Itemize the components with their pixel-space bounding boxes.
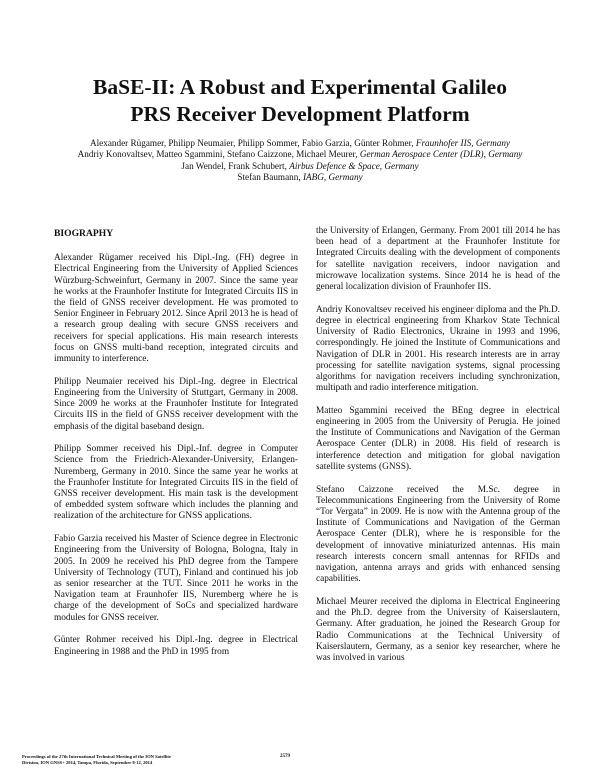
- paper-title: [40, 74, 560, 128]
- author-affiliation: German Aerospace Center (DLR), Germany: [359, 149, 523, 160]
- title-line-2: PRS Receiver Development Platform: [130, 102, 470, 126]
- bio-paragraph: Michael Meurer received the diploma in Electrical Engineering and the Ph.D. degree from the University of Kaiserslautern, Germany. After graduation, he joined the Research Group for Radio Communications at the Technical University of Kaiserslautern, Germany, as a senior key researcher, where he was involved in various: [316, 596, 560, 663]
- bio-paragraph: Alexander Rügamer received his Dipl.-Ing. (FH) degree in Electrical Engineering from the University of Applied Sciences Würzburg-Schweinfurt, Germany in 2007. Since the same year he works at the Fraunhofer Institute for Integrated Circuits IIS in the field of GNSS receiver development. He was promoted to Senior Engineer in February 2012. Since April 2013 he is head of a research group dealing with secure GNSS receivers and receivers for special applications. His main research interests focus on GNSS multi-band reception, integrated circuits and immunity to interference.: [54, 253, 298, 365]
- footer-citation: [22, 754, 322, 766]
- page-number: 2579: [280, 754, 290, 759]
- author-line: [40, 149, 560, 160]
- bio-paragraph: Andriy Konovaltsev received his engineer diploma and the Ph.D. degree in electrical engineering from Kharkov State Technical University of Radio Electronics, Ukraine in 1993 and 1996, correspondingly. He joined the Institute of Communications and Navigation of DLR in 2001. His research interests are in array processing for satellite navigation systems, signal processing algorithms for navigation receivers including synchronization, multipath and radio interference mitigation.: [316, 304, 560, 394]
- author-line: [40, 138, 560, 149]
- bio-paragraph: Stefano Caizzone received the M.Sc. degree in Telecommunications Engineering from the University of Rome “Tor Vergata” in 2009. He is now with the Antenna group of the Institute of Communications and Navigation of the German Aerospace Center (DLR), where he is responsible for the development of innovative miniaturized antennas. His main research interests concern small antennas for RFIDs and navigation, antenna arrays and grids with enhanced sensing capabilities.: [316, 484, 560, 585]
- bio-paragraph: Philipp Sommer received his Dipl.-Inf. degree in Computer Science from the Friedrich-Alexander-University, Erlangen-Nuremberg, Germany in 2010. Since the same year he works at the Fraunhofer Institute for Integrated Circuits IIS in the field of GNSS receiver development. His main task is the development of embedded system software which includes the planning and realization of the architecture for GNSS applications.: [54, 444, 298, 522]
- bio-paragraph: Günter Rohmer received his Dipl.-Ing. degree in Electrical Engineering in 1988 and the PhD in 1995 from: [54, 635, 298, 657]
- left-column: [54, 228, 298, 669]
- bio-paragraph: Philipp Neumaier received his Dipl.-Ing. degree in Electrical Engineering from the University of Stuttgart, Germany in 2008. Since 2009 he works at the Fraunhofer Institute for Integrated Circuits IIS in the field of GNSS receiver development with the emphasis of the digital baseband design.: [54, 376, 298, 432]
- section-heading: BIOGRAPHY: [54, 228, 114, 239]
- author-line: [40, 161, 560, 172]
- author-block: [40, 138, 560, 184]
- author-affiliation: Airbus Defence & Space, Germany: [289, 160, 419, 171]
- bio-paragraph: Fabio Garzia received his Master of Science degree in Electronic Engineering from the University of Bologna, Bologna, Italy in 2005. In 2009 he received his PhD degree from the Tampere University of Technology (TUT), Finland and continued his job as senior researcher at the TUT. Since 2011 he works in the Navigation team at Fraunhofer IIS, Nuremberg where he is charge of the development of SoCs and specialized hardware modules for GNSS receiver.: [54, 534, 298, 623]
- author-names: Stefan Baumann,: [237, 172, 303, 183]
- right-column: [316, 226, 560, 676]
- footer-line: Proceedings of the 27th International Technical Meeting of the ION Satellite: [22, 754, 171, 759]
- title-line-1: BaSE-II: A Robust and Experimental Galileo: [93, 75, 507, 99]
- author-affiliation: IABG, Germany: [302, 172, 363, 183]
- author-names: Andriy Konovaltsev, Matteo Sgammini, Stefano Caizzone, Michael Meurer,: [77, 149, 360, 160]
- author-names: Jan Wendel, Frank Schubert,: [181, 160, 290, 171]
- footer-line: Division, ION GNSS+ 2014, Tampa, Florida, September 8-12, 2014: [22, 760, 153, 765]
- bio-paragraph: the University of Erlangen, Germany. From 2001 till 2014 he has been head of a department at the Fraunhofer Institute for Integrated Circuits dealing with the development of components for satellite navigation receivers, indoor navigation and microwave localization systems. Since 2014 he is head of the general localization division of Fraunhofer IIS.: [316, 226, 560, 293]
- bio-paragraph: Matteo Sgammini received the BEng degree in electrical engineering in 2005 from the University of Perugia. He joined the Institute of Communications and Navigation of the German Aerospace Center (DLR) in 2008. His field of research is interference detection and mitigation for global navigation satellite systems (GNSS).: [316, 405, 560, 472]
- author-affiliation: Fraunhofer IIS, Germany: [415, 138, 511, 148]
- author-names: Alexander Rügamer, Philipp Neumaier, Philipp Sommer, Fabio Garzia, Günter Rohmer,: [89, 138, 416, 148]
- author-line: [40, 172, 560, 183]
